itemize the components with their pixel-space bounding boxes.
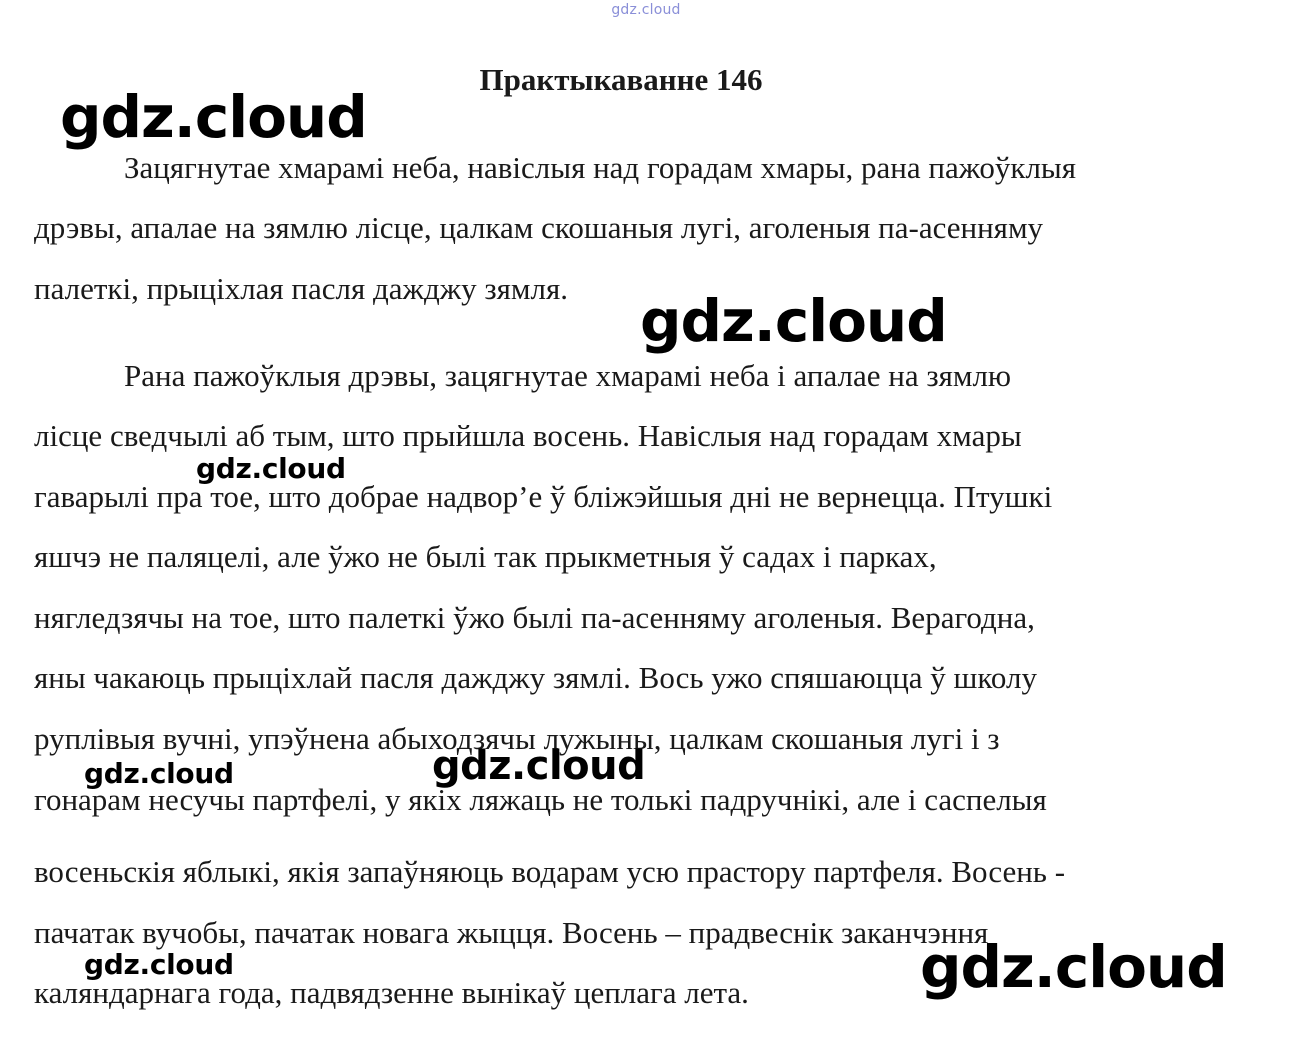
watermark-logo: gdz.cloud <box>640 287 947 355</box>
top-watermark: gdz.cloud <box>611 2 681 18</box>
paragraph2-line-10: пачатак вучобы, пачатак новага жыцця. Восень – прадвеснік заканчэння <box>34 915 989 950</box>
watermark-logo: gdz.cloud <box>432 743 646 789</box>
watermark-logo: gdz.cloud <box>84 757 234 790</box>
paragraph2-line-4: яшчэ не паляцелі, але ўжо не былі так прыкметныя ў садах і парках, <box>34 539 937 574</box>
watermark-logo: gdz.cloud <box>60 83 367 151</box>
paragraph2-line-7: руплівыя вучні, упэўнена абыходзячы лужыны, цалкам скошаныя лугі і з <box>34 721 1000 756</box>
watermark-logo: gdz.cloud <box>196 452 346 485</box>
watermark-logo: gdz.cloud <box>84 948 234 981</box>
paragraph2-line-6: яны чакаюць прыціхлай пасля дажджу зямлі. Вось ужо спяшаюцца ў школу <box>34 660 1037 695</box>
watermark-logo: gdz.cloud <box>920 933 1227 1001</box>
paragraph2-line-8: гонарам несучы партфелі, у якіх ляжаць не толькі падручнікі, але і саспелыя <box>34 782 1047 817</box>
paragraph2-line-3: гаварылі пра тое, што добрае надвор’е ў бліжэйшыя дні не вернецца. Птушкі <box>34 479 1053 514</box>
paragraph1-line-2: дрэвы, апалае на зямлю лісце, цалкам скошаныя лугі, аголеныя па-асенняму <box>34 210 1044 245</box>
paragraph2-line-2: лісце сведчылі аб тым, што прыйшла восень. Навіслыя над горадам хмары <box>34 418 1022 453</box>
paragraph1-line-3: палеткі, прыціхлая пасля дажджу зямля. <box>34 271 569 306</box>
paragraph2-line-5: нягледзячы на тое, што палеткі ўжо былі па-асенняму аголеныя. Верагодна, <box>34 600 1035 635</box>
paragraph1-line-1: Зацягнутае хмарамі неба, навіслыя над горадам хмары, рана пажоўклыя <box>124 150 1077 185</box>
paragraph2-line-1: Рана пажоўклыя дрэвы, зацягнутае хмарамі неба і апалае на зямлю <box>124 358 1012 393</box>
paragraph2-line-11: каляндарнага года, падвядзенне вынікаў цеплага лета. <box>34 975 749 1010</box>
paragraph2-line-9: восеньскія яблыкі, якія запаўняюць водарам усю прастору партфеля. Восень - <box>34 854 1066 889</box>
page-title: Практыкаванне 146 <box>479 62 763 97</box>
